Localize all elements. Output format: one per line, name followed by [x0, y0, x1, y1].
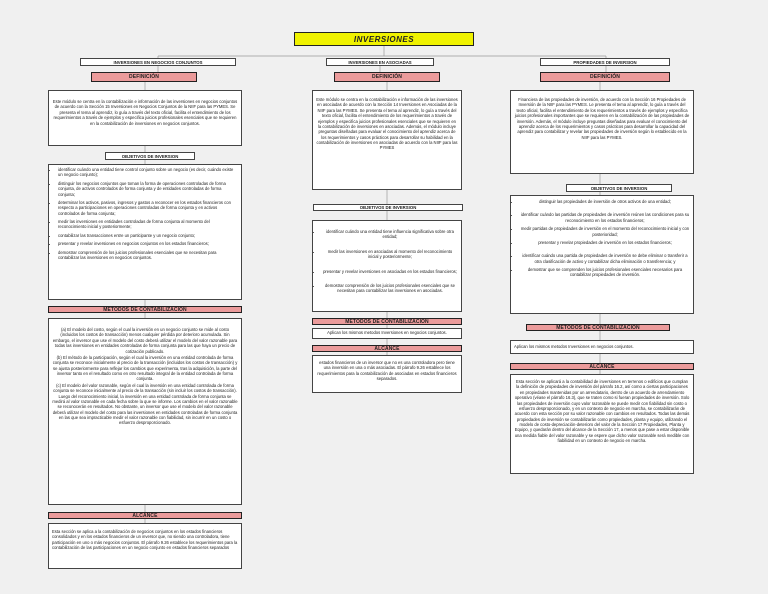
objetivo-item: • identificar cuándo las partidas de propiedades de inversión reúnen las condiciones para su reconocimiento en los estados financieros; [520, 212, 690, 223]
metodos-label-conjuntos: METODOS DE CONTABILIZACION [48, 306, 242, 313]
objetivos-label-propiedades: OBJETIVOS DE INVERSION [566, 184, 672, 192]
objetivo-item: • medir las inversiones en entidades controladas de forma conjunta al momento del reconocimiento inicial y posteriormente; [58, 219, 238, 230]
objetivo-item: • presentar y revelar propiedades de inversión en los estados financieros; [520, 240, 690, 245]
objetivos-list-asociadas [312, 220, 462, 312]
objetivo-item: • identificar cuándo una entidad tiene influencia significativa sobre otra entidad; [322, 229, 458, 240]
definicion-text-propiedades: Financiera de las propiedades de inversión, de acuerdo con la Sección 16 Propiedades de Inversión de la NIIF para las PYMES. Le presenta el tema al aprendiz, lo guía a través del texto oficial, facilita el entendimiento de los requerimientos a través de ejemplos y especifica juicios profesionales importantes que se requieren en la contabilización de las propiedades de inversión. Además, el módulo incluye preguntas diseñadas para evaluar el conocimiento del aprendiz acerca de los requerimientos y casos prácticos para desarrollar la capacidad del aprendiz para contabilizar y revelar las propiedades de inversión según lo establecido en la NIIF para las PYMES. [510, 90, 694, 174]
objetivos-label-conjuntos: OBJETIVOS DE INVERSION [105, 152, 195, 160]
objetivo-item: • identificar cuándo una partida de propiedades de inversión se debe eliminar o transferir a otra clasificación de activo y contabilizar dicha eliminación o transferencia; y [520, 253, 690, 264]
objetivo-item: • contabilizar las transacciones entre un participante y un negocio conjunto; [58, 233, 238, 238]
alcance-text-propiedades: Esta sección se aplicará a la contabilidad de inversiones en terrenos o edificios que cumplan la definición de propiedades de inversión del párrafo 16.2, así como a ciertas participaciones en propiedades mantenidas por un arrendatario, dentro de un acuerdo de arrendamiento operativo (véase el párrafo 16.3), que se traten como si fueran propiedades de inversión. Solo las propiedades de inversión cuyo valor razonable se puede medir con fiabilidad sin costo o esfuerzo desproporcionado, y en un contexto de negocio en marcha, se contabilizarán de acuerdo con esta sección por su valor razonable con cambios en resultados. Todas las demás propiedades de inversión se contabilizarán como propiedades, planta y equipo, utilizando el modelo de costo-depreciación-deterioro del valor de la Sección 17 Propiedades, Planta y Equipo, y quedarán dentro del alcance de la Sección 17, a menos que pase a estar disponible una medida fiable del valor razonable y se espere que dicho valor razonable será medible con fiabilidad en un contexto de negocio en marcha. [510, 374, 694, 474]
alcance-text-asociadas: estados financieros de un inversor que no es una controladora pero tiene una inversión en una o más asociadas. El párrafo 9.26 establece los requerimientos para la contabilización de asociadas en estados financieros separados. [312, 355, 462, 393]
objetivos-list-conjuntos [48, 164, 242, 300]
metodo-valor-razonable: (c) El modelo del valor razonable, según el cual la inversión en una entidad controlada de forma conjunta se reconoce inicialmente al precio de la transacción (sin incluir los costos de transacción). Luego del reconocimiento inicial, la inversión en una entidad controlada de forma conjunta se medirá al valor razonable en cada fecha sobre la que se informe. Los cambios en el valor razonable se reconocerán en resultados. No obstante, un inversor que use el modelo del valor razonable deberá utilizar el modelo del costo para las inversiones en entidades controladas de forma conjunta en las que sea impracticable medir el valor razonable con fiabilidad, sin incurrir en un costo o esfuerzo desproporcionado. [52, 382, 238, 426]
objetivo-item: • demostrar comprensión de los juicios profesionales esenciales que se necesitan para contabilizar las inversiones en asociadas. [322, 283, 458, 294]
objetivo-item: • medir partidas de propiedades de inversión en el momento del reconocimiento inicial y con posterioridad; [520, 226, 690, 237]
metodos-label-asociadas: METODOS DE CONTABILIZACION [312, 318, 462, 325]
objetivo-item: • determinar los activos, pasivos, ingresos y gastos a reconocer en los estados financieros con respecto a participaciones en operaciones controladas de forma conjunta y en activos controlados de forma conjunta; [58, 200, 238, 216]
objetivo-item: • presentar y revelar inversiones en asociadas en los estados financieros; [322, 269, 458, 274]
objetivos-list-propiedades [510, 195, 694, 314]
definicion-label-propiedades: DEFINICIÓN [540, 72, 670, 82]
objetivo-item: • distinguir las propiedades de inversión de otros activos de una entidad; [520, 199, 690, 204]
metodos-label-propiedades: METODOS DE CONTABILIZACION [526, 324, 670, 331]
definicion-label-conjuntos: DEFINICIÓN [91, 72, 197, 82]
definicion-label-asociadas: DEFINICIÓN [334, 72, 440, 82]
alcance-label-asociadas: ALCANCE [312, 345, 462, 352]
header-negocios-conjuntos: INVERSIONES EN NEGOCIOS CONJUNTOS [80, 58, 236, 66]
objetivo-item: • medir las inversiones en asociadas al momento del reconocimiento inicial y posteriormente; [322, 249, 458, 260]
metodos-text-asociadas: Aplican los mismos metodos Inversiones en negocios conjuntos. [312, 328, 462, 339]
definicion-text-asociadas: Este módulo se centra en la contabilización e información de las inversiones en asociadas de acuerdo con la Sección 14 Inversiones en Asociadas de la NIIF para las PYMES. Se presenta el tema al aprendiz, lo guía a través del texto oficial, facilita el entendimiento de los requerimientos a través de ejemplos y especifica juicios profesionales esenciales que se requieren en la contabilización de inversiones en asociadas. Además, el módulo incluye preguntas diseñadas para evaluar el conocimiento del aprendiz acerca de los requerimientos y casos prácticos para desarrollar su habilidad en la contabilización de inversiones en asociadas de acuerdo con la NIIF para las PYMES [312, 90, 462, 190]
metodos-text-propiedades: Aplican los mismos metodos Inversiones en negocios conjuntos. [510, 340, 694, 354]
objetivo-item: • presentar y revelar inversiones en negocios conjuntos en los estados financieros; [58, 241, 238, 246]
definicion-text-conjuntos: Este módulo se centra en la contabilización e información de las inversiones en negocios conjuntos de acuerdo con la Sección 15 Inversiones en Negocios Conjuntos de la NIIF para las PYMES. Se presenta el tema al aprendiz, lo guía a través del texto oficial, facilita el entendimiento de los requerimientos a través de ejemplos y especifica juicios profesionales esenciales que se requieren en la contabilización de inversiones en negocios conjuntos. [48, 90, 242, 146]
main-title: INVERSIONES [294, 32, 474, 46]
alcance-label-propiedades: ALCANCE [510, 363, 694, 370]
objetivo-item: • distinguir los negocios conjuntos que toman la forma de operaciones controladas de forma conjunta, de activos controlados de forma conjunta y de entidades controladas de forma conjunta; [58, 181, 238, 197]
metodo-costo: (a) El modelo del costo, según el cual la inversión en un negocio conjunto se mide al costo (incluidos los costos de transacción) menos cualquier pérdida por deterioro acumulada. Sin embargo, el inversor que use el modelo del costo deberá utilizar el modelo del valor razonable para todas las inversiones en entidades controladas de forma conjunta para las que haya un precio de cotización publicado. [52, 327, 238, 354]
header-asociadas: INVERSIONES EN ASOCIADAS [326, 58, 434, 66]
header-propiedades: PROPIEDADES DE INVERSION [540, 58, 670, 66]
metodo-participacion: (b) El método de la participación, según el cual la inversión en una entidad controlada de forma conjunta se reconoce inicialmente al precio de la transacción (incluidos los costos de transacción) y se ajusta posteriormente para reflejar los cambios que experimenta, tras la adquisición, la parte del inversor tanto en el resultado como en otro resultado integral de la entidad controlada de forma conjunta. [52, 354, 238, 382]
alcance-label-conjuntos: ALCANCE [48, 512, 242, 519]
objetivo-item: • demostrar comprensión de los juicios profesionales esenciales que se necesitan para contabilizar las inversiones en negocios conjuntos. [58, 250, 238, 261]
objetivo-item: • demostrar que se comprenden los juicios profesionales esenciales necesarios para contabilizar propiedades de inversión. [520, 267, 690, 278]
metodos-text-conjuntos [48, 318, 242, 505]
alcance-text-conjuntos: Esta sección se aplica a la contabilización de negocios conjuntos en los estados financieros consolidados y en los estados financieros de un inversor que, no siendo una controladora, tiene participación en uno o más negocios conjuntos. El párrafo 9.26 establece los requerimientos para la contabilización de las participaciones en un negocio conjunto en estados financieros separados [48, 523, 242, 569]
objetivos-label-asociadas: OBJETIVOS DE INVERSION [313, 204, 463, 211]
objetivo-item: • identificar cuándo una entidad tiene control conjunto sobre un negocio (es decir, cuándo existe un negocio conjunto); [58, 167, 238, 178]
